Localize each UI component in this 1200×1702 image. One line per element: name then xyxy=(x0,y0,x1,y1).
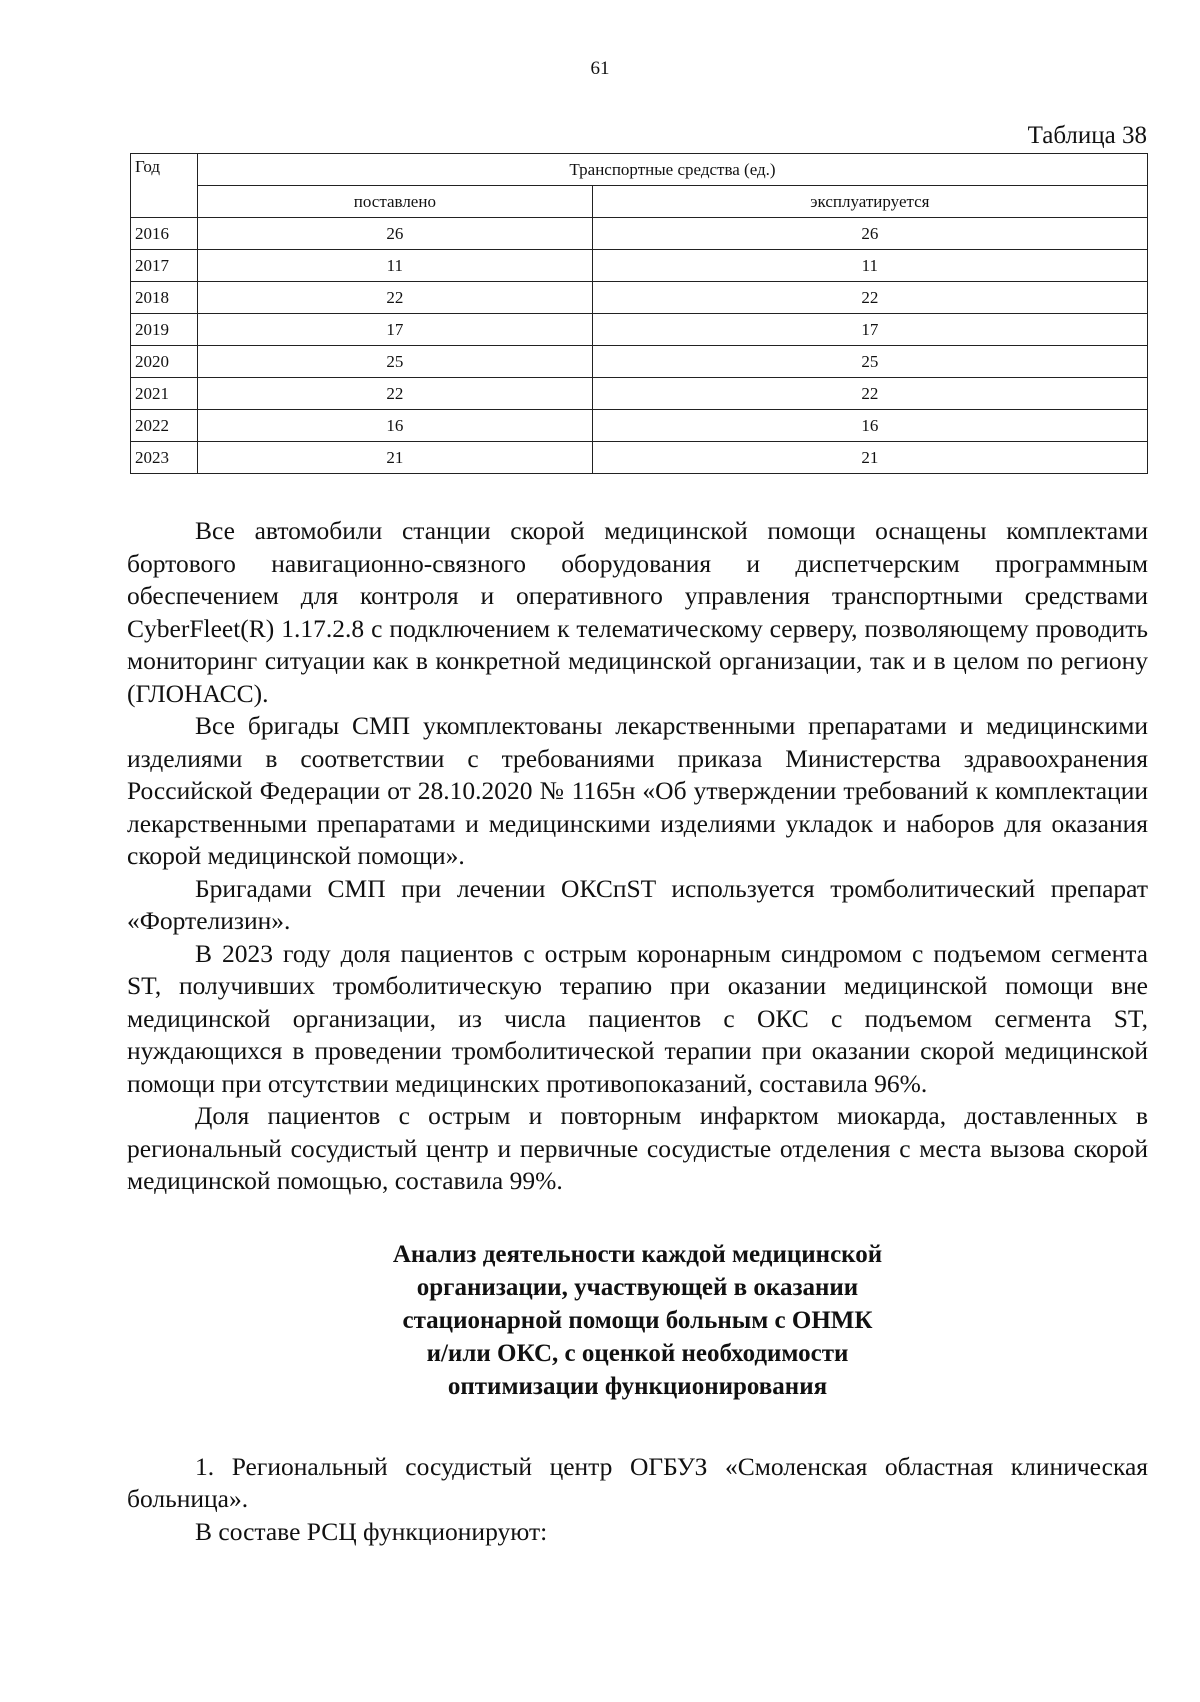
year-cell: 2017 xyxy=(131,250,198,282)
header-operated: эксплуатируется xyxy=(592,186,1147,218)
year-cell: 2019 xyxy=(131,314,198,346)
delivered-cell: 21 xyxy=(198,442,593,474)
paragraph-share-96: В 2023 году доля пациентов с острым коронарным синдромом с подъемом сегмента ST, получивших тромболитическую терапию при оказании медицинской помощи вне медицинской организации, из числа пациентов с ОКС с подъемом сегмента ST, нуждающихся в проведении тромболитической терапии при оказании скорой медицинской помощи при отсутствии медицинских противопоказаний, составила 96%. xyxy=(127,938,1148,1098)
year-cell: 2020 xyxy=(131,346,198,378)
table-row xyxy=(131,250,1148,282)
table-row xyxy=(131,282,1148,314)
header-vehicles: Транспортные средства (ед.) xyxy=(198,154,1148,186)
heading-line: стационарной помощи больным с ОНМК xyxy=(402,1306,873,1334)
paragraph-equipment: Все автомобили станции скорой медицинской помощи оснащены комплектами бортового навигационно-связного оборудования и диспетчерским программным обеспечением для контроля и оперативного управления транспортными средствами CyberFleet(R) 1.17.2.8 с подключением к телематическому серверу, позволяющему проводить мониторинг ситуации как в конкретной медицинской организации, так и в целом по региону (ГЛОНАСС). xyxy=(127,516,1148,708)
delivered-cell: 16 xyxy=(198,410,593,442)
body-text xyxy=(127,515,1148,1548)
heading-line: оптимизации функционирования xyxy=(447,1372,828,1400)
delivered-cell: 17 xyxy=(198,314,593,346)
paragraph-rsc-composition: В составе РСЦ функционируют: xyxy=(195,1516,548,1546)
delivered-cell: 26 xyxy=(198,218,593,250)
paragraph-thrombolytic: Бригадами СМП при лечении ОКСпST используется тромболитический препарат «Фортелизин». xyxy=(127,873,1148,935)
operated-cell: 22 xyxy=(592,378,1147,410)
delivered-cell: 22 xyxy=(198,378,593,410)
table-row xyxy=(131,410,1148,442)
header-delivered: поставлено xyxy=(198,186,593,218)
operated-cell: 26 xyxy=(592,218,1147,250)
delivered-cell: 22 xyxy=(198,282,593,314)
table-row xyxy=(131,346,1148,378)
year-cell: 2016 xyxy=(131,218,198,250)
year-cell: 2022 xyxy=(131,410,198,442)
operated-cell: 25 xyxy=(592,346,1147,378)
year-cell: 2021 xyxy=(131,378,198,410)
year-cell: 2023 xyxy=(131,442,198,474)
paragraph-brigades: Все бригады СМП укомплектованы лекарственными препаратами и медицинскими изделиями в соответствии с требованиями приказа Министерства здравоохранения Российской Федерации от 28.10.2020 № 1165н «Об утверждении требований к комплектации лекарственными препаратами и медицинскими изделиями укладок и наборов для оказания скорой медицинской помощи». xyxy=(127,711,1148,870)
table-row xyxy=(131,378,1148,410)
vehicles-table xyxy=(130,153,1148,474)
page-number: 61 xyxy=(590,58,610,79)
header-year: Год xyxy=(131,154,198,218)
heading-line: и/или ОКС, с оценкой необходимости xyxy=(426,1339,849,1367)
table-row xyxy=(131,314,1148,346)
operated-cell: 22 xyxy=(592,282,1147,314)
heading-line: организации, участвующей в оказании xyxy=(416,1273,859,1301)
paragraph-share-99: Доля пациентов с острым и повторным инфарктом миокарда, доставленных в региональный сосудистый центр и первичные сосудистые отделения с места вызова скорой медицинской помощью, составила 99%. xyxy=(127,1101,1148,1195)
delivered-cell: 25 xyxy=(198,346,593,378)
delivered-cell: 11 xyxy=(198,250,593,282)
operated-cell: 21 xyxy=(592,442,1147,474)
heading-line: Анализ деятельности каждой медицинской xyxy=(392,1240,883,1268)
operated-cell: 16 xyxy=(592,410,1147,442)
table-row xyxy=(131,218,1148,250)
table-caption: Таблица 38 xyxy=(1027,122,1147,149)
paragraph-rsc: 1. Региональный сосудистый центр ОГБУЗ «Смоленская областная клиническая больница». xyxy=(127,1451,1148,1513)
year-cell: 2018 xyxy=(131,282,198,314)
operated-cell: 17 xyxy=(592,314,1147,346)
operated-cell: 11 xyxy=(592,250,1147,282)
section-heading xyxy=(127,1238,1148,1403)
table-row xyxy=(131,442,1148,474)
